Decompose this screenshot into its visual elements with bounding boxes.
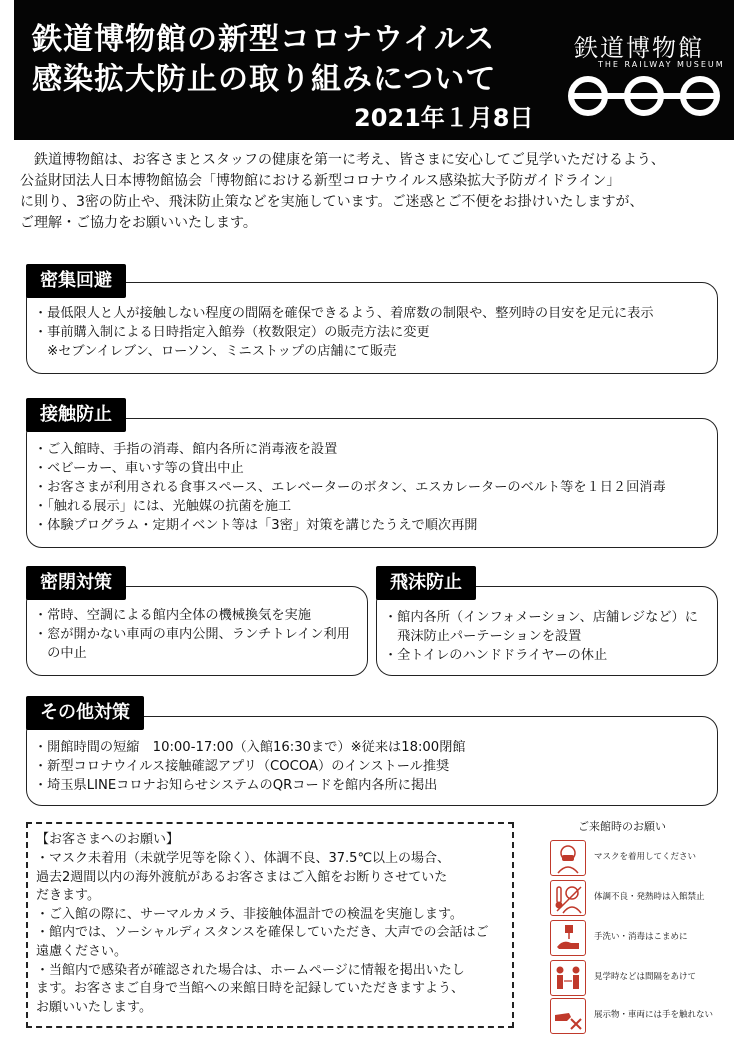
visit-item-label: マスクを着用してください bbox=[594, 852, 697, 862]
section-items-crowd-avoidance bbox=[34, 304, 654, 361]
list-item: ・体験プログラム・定期イベント等は「3密」対策を講じたうえで順次再開 bbox=[34, 518, 478, 533]
customer-notice-box bbox=[26, 822, 514, 1028]
notice-title: 【お客さまへのお願い】 bbox=[36, 832, 180, 847]
section-title-contact-prevention: 接触防止 bbox=[26, 398, 126, 432]
visit-item-label: 体調不良・発熱時は入館禁止 bbox=[594, 892, 705, 902]
visit-item bbox=[542, 960, 736, 994]
thermometer-icon bbox=[550, 880, 586, 916]
notice-text: ・マスク未着用（未就学児等を除く）、体調不良、37.5℃以上の場合、 過去2週間以内の海外渡航があるお客さまはご入館をお断りさせていた だきます。 ・ご入館の際に、サーマルカメラ、非接触体温計での検温を実施します。 ・館内では、ソーシャルディスタンスを確保していただき、大声での会話はご 遠慮ください。 ・当館内で感染者が確認された場合は、ホームページに情報を掲出いたし ます。お客さまご自身で当館への来館日時を記録していただきますよう、 お願いいたします。 bbox=[36, 851, 489, 1015]
distance-icon bbox=[550, 960, 586, 996]
list-item: ・ベビーカー、車いす等の貸出中止 bbox=[34, 461, 244, 476]
list-item: の中止 bbox=[34, 646, 87, 661]
list-item: ※セブンイレブン、ローソン、ミニストップの店舗にて販売 bbox=[34, 344, 397, 359]
list-item: ・常時、空調による館内全体の機械換気を実施 bbox=[34, 608, 311, 623]
list-item: ・館内各所（インフォメーション、店舗レジなど）に bbox=[384, 610, 698, 625]
visit-item bbox=[542, 920, 736, 954]
list-item: ・最低限人と人が接触しない程度の間隔を確保できるよう、着席数の制限や、整列時の目安を足元に表示 bbox=[34, 306, 654, 321]
visit-item bbox=[542, 880, 736, 914]
list-item: ・窓が開かない車両の車内公開、ランチトレイン利用 bbox=[34, 627, 350, 642]
section-items-ventilation bbox=[34, 606, 350, 663]
list-item: ・開館時間の短縮 10:00-17:00（入館16:30まで）※従来は18:00閉館 bbox=[34, 740, 466, 755]
section-items-droplet-prevention bbox=[384, 608, 698, 665]
visit-item bbox=[542, 998, 736, 1032]
list-item: ・「触れる展示」には、光触媒の抗菌を施工 bbox=[34, 499, 292, 514]
visit-item bbox=[542, 840, 736, 874]
section-title-crowd-avoidance: 密集回避 bbox=[26, 264, 126, 298]
visit-item-label: 見学時などは間隔をあけて bbox=[594, 972, 697, 982]
list-item: ・埼玉県LINEコロナお知らせシステムのQRコードを館内各所に掲出 bbox=[34, 778, 438, 793]
railway-museum-logo-icon bbox=[566, 74, 722, 118]
mask-icon bbox=[550, 840, 586, 876]
hand-wash-icon bbox=[550, 920, 586, 956]
section-items-other-measures bbox=[34, 738, 466, 795]
page-title-line1: 鉄道博物館の新型コロナウイルス bbox=[32, 22, 496, 57]
list-item: ・事前購入制による日時指定入館券（枚数限定）の販売方法に変更 bbox=[34, 325, 430, 340]
visit-item-label: 展示物・車両には手を触れない bbox=[594, 1010, 714, 1020]
intro-paragraph: 鉄道博物館は、お客さまとスタッフの健康を第一に考え、皆さまに安心してご見学いただけるよう、 公益財団法人日本博物館協会「博物館における新型コロナウイルス感染拡大予防ガイドライン」 に則り、3密の防止や、飛沫防止策などを実施しています。ご迷惑とご不便をお掛けいたしますが、 ご理解・ご協力をお願いいたします。 bbox=[20, 152, 665, 231]
section-title-droplet-prevention: 飛沫防止 bbox=[376, 566, 476, 600]
header-banner bbox=[14, 0, 734, 140]
list-item: 飛沫防止パーテーションを設置 bbox=[384, 629, 582, 644]
section-title-ventilation: 密閉対策 bbox=[26, 566, 126, 600]
page-title-line2: 感染拡大防止の取り組みについて bbox=[32, 62, 497, 97]
no-touch-icon bbox=[550, 998, 586, 1034]
visit-item-label: 手洗い・消毒はこまめに bbox=[594, 932, 688, 942]
logo-english-text: THE RAILWAY MUSEUM bbox=[598, 60, 725, 69]
visit-requests-panel bbox=[534, 812, 738, 1032]
logo-japanese-text: 鉄道博物館 bbox=[574, 34, 704, 62]
list-item: ・ご入館時、手指の消毒、館内各所に消毒液を設置 bbox=[34, 442, 338, 457]
list-item: ・お客さまが利用される食事スペース、エレベーターのボタン、エスカレーターのベルト等を１日２回消毒 bbox=[34, 480, 666, 495]
list-item: ・新型コロナウイルス接触確認アプリ（COCOA）のインストール推奨 bbox=[34, 759, 450, 774]
list-item: ・全トイレのハンドドライヤーの休止 bbox=[384, 648, 608, 663]
visit-panel-title: ご来館時のお願い bbox=[578, 820, 666, 833]
publish-date: 2021年１月8日 bbox=[354, 104, 534, 132]
section-title-other-measures: その他対策 bbox=[26, 696, 144, 730]
section-items-contact-prevention bbox=[34, 440, 666, 535]
